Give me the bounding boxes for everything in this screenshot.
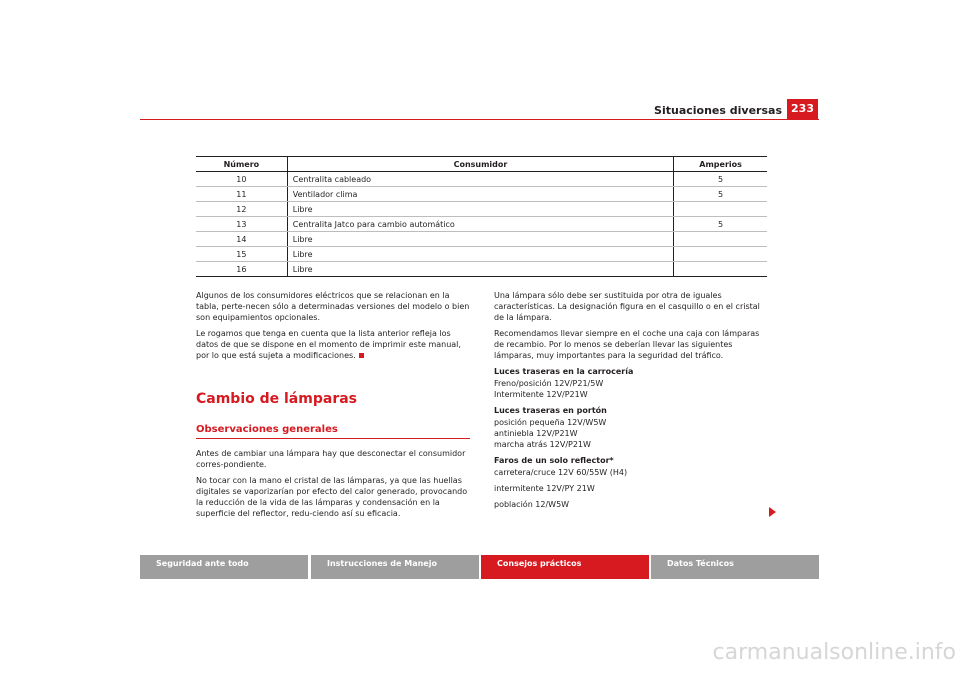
- cell-amps: [674, 202, 767, 217]
- column-header-consumer: Consumidor: [287, 157, 673, 172]
- footer-tab-seguridad[interactable]: Seguridad ante todo: [140, 555, 308, 579]
- lamp-line: Intermitente 12V/P21W: [494, 390, 588, 399]
- cell-number: 13: [196, 217, 287, 232]
- heading-rear-tailgate-lights: Luces traseras en portón: [494, 406, 607, 415]
- heading-single-reflector: Faros de un solo reflector*: [494, 456, 614, 465]
- lamp-line: Freno/posición 12V/P21/5W: [494, 379, 604, 388]
- lamp-line: marcha atrás 12V/P21W: [494, 440, 591, 449]
- table-row: [196, 217, 767, 232]
- cell-consumer: Ventilador clima: [287, 187, 673, 202]
- table-row: [196, 262, 767, 277]
- table-row: [196, 232, 767, 247]
- cell-number: 15: [196, 247, 287, 262]
- paragraph-list-disclaimer: [196, 328, 470, 361]
- footer-tab-consejos[interactable]: Consejos prácticos: [481, 555, 649, 579]
- table-row: [196, 202, 767, 217]
- paragraph-glass-warning: No tocar con la mano el cristal de las lámparas, ya que las huellas digitales se vaporizarían por efecto del calor generado, provocando la reducción de la vida de las lámparas y condensación en la superficie del reflector, redu-ciendo así su eficacia.: [196, 476, 468, 518]
- cell-amps: [674, 262, 767, 277]
- cell-number: 16: [196, 262, 287, 277]
- cell-consumer: Libre: [287, 232, 673, 247]
- end-mark-icon: [359, 353, 364, 358]
- cell-consumer: Centralita Jatco para cambio automático: [287, 217, 673, 232]
- paragraph-disconnect: Antes de cambiar una lámpara hay que desconectar el consumidor corres-pondiente.: [196, 449, 466, 469]
- fuse-table: [196, 156, 767, 277]
- lamp-line: posición pequeña 12V/W5W: [494, 418, 607, 427]
- cell-amps: 5: [674, 172, 767, 187]
- subsection-divider: [196, 438, 470, 439]
- footer-tab-instrucciones[interactable]: Instrucciones de Manejo: [311, 555, 479, 579]
- left-column-body: [196, 448, 470, 524]
- watermark: carmanualsonline.info: [712, 640, 956, 665]
- table-row: [196, 172, 767, 187]
- cell-consumer: Centralita cableado: [287, 172, 673, 187]
- lamp-line: población 12/W5W: [494, 500, 570, 509]
- continue-arrow-icon: [769, 507, 776, 517]
- page-number-badge: 233: [787, 99, 818, 119]
- column-header-amps: Amperios: [674, 157, 767, 172]
- lamp-line: carretera/cruce 12V 60/55W (H4): [494, 468, 628, 477]
- footer-tab-datos[interactable]: Datos Técnicos: [651, 555, 819, 579]
- cell-number: 11: [196, 187, 287, 202]
- cell-consumer: Libre: [287, 247, 673, 262]
- cell-number: 12: [196, 202, 287, 217]
- cell-amps: [674, 232, 767, 247]
- subsection-title: Observaciones generales: [196, 424, 338, 435]
- cell-consumer: Libre: [287, 202, 673, 217]
- cell-amps: [674, 247, 767, 262]
- paragraph-replacement: Una lámpara sólo debe ser sustituida por otra de iguales características. La designación figura en el casquillo o en el cristal de la lámpara.: [494, 291, 760, 322]
- lamp-line: antiniebla 12V/P21W: [494, 429, 578, 438]
- section-title: Cambio de lámparas: [196, 391, 357, 407]
- header-divider: [140, 119, 819, 120]
- cell-number: 10: [196, 172, 287, 187]
- lamp-line: intermitente 12V/PY 21W: [494, 484, 595, 493]
- paragraph-consumers-note: Algunos de los consumidores eléctricos que se relacionan en la tabla, perte-necen sólo a determinadas versiones del modelo o bien son equipamientos opcionales.: [196, 291, 470, 322]
- cell-number: 14: [196, 232, 287, 247]
- heading-rear-body-lights: Luces traseras en la carrocería: [494, 367, 634, 376]
- table-row: [196, 247, 767, 262]
- right-column: [494, 290, 769, 515]
- page-header-title: Situaciones diversas: [654, 104, 782, 117]
- column-header-number: Número: [196, 157, 287, 172]
- table-header-row: [196, 157, 767, 172]
- paragraph-text: Le rogamos que tenga en cuenta que la lista anterior refleja los datos de que se dispone en el momento de imprimir este manual, por lo que está sujeta a modificaciones.: [196, 329, 461, 360]
- cell-amps: 5: [674, 187, 767, 202]
- left-column-intro: [196, 290, 470, 366]
- paragraph-spare-box: Recomendamos llevar siempre en el coche una caja con lámparas de recambio. Por lo menos se deberían llevar las siguientes lámparas, muy importantes para la seguridad del tráfico.: [494, 329, 760, 360]
- cell-consumer: Libre: [287, 262, 673, 277]
- table-row: [196, 187, 767, 202]
- cell-amps: 5: [674, 217, 767, 232]
